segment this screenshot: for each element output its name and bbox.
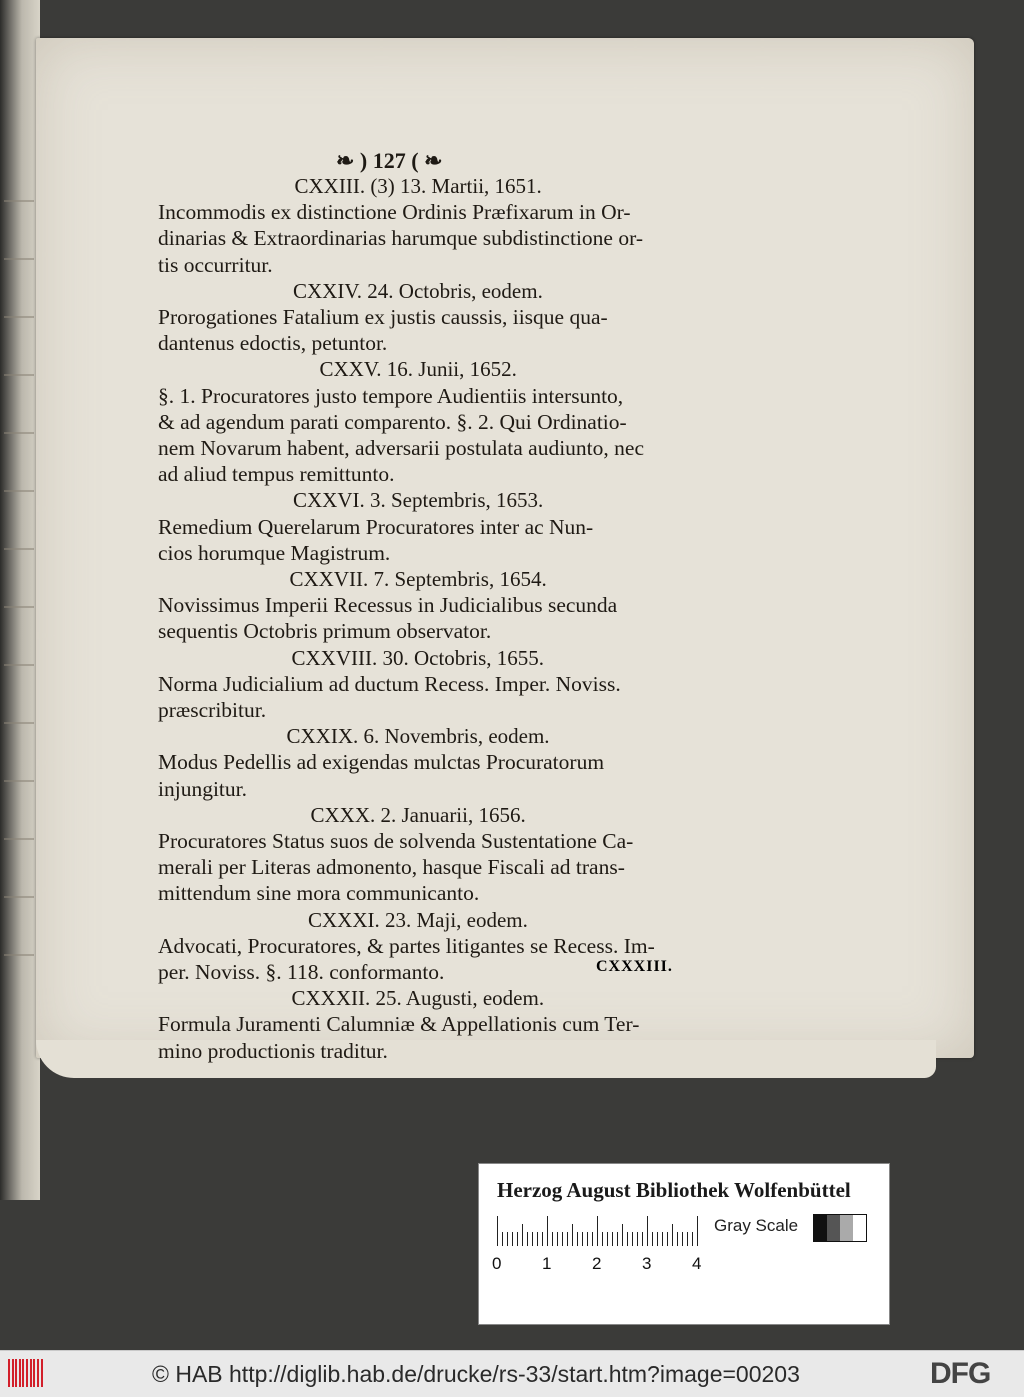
ruler-tick: [547, 1216, 548, 1246]
spine-mark: [4, 896, 34, 898]
ruler-tick: [567, 1232, 568, 1246]
spine-mark: [4, 838, 34, 840]
section-heading: CXXXII. 25. Augusti, eodem.: [291, 986, 545, 1011]
ruler-tick: [532, 1232, 533, 1246]
ruler-tick: [577, 1232, 578, 1246]
text-line: Novissimus Imperii Recessus in Judicialibus secunda: [158, 593, 618, 618]
library-name: Herzog August Bibliothek Wolfenbüttel: [497, 1178, 851, 1202]
ruler-tick: [597, 1216, 598, 1246]
library-color-card: [478, 1163, 890, 1325]
barcode-bar: [30, 1359, 32, 1387]
ruler-tick: [657, 1232, 658, 1246]
ruler-number: 0: [492, 1254, 502, 1273]
ruler-tick: [552, 1232, 553, 1246]
text-line: dinarias & Extraordinarias harumque subdistinctione or-: [158, 226, 643, 251]
text-line: præscribitur.: [158, 698, 267, 722]
barcode-bar: [33, 1359, 35, 1387]
spine-mark: [4, 200, 34, 202]
ruler-tick: [527, 1232, 528, 1246]
barcode-bar: [37, 1359, 39, 1387]
text-line: injungitur.: [158, 776, 247, 801]
ruler-tick: [637, 1232, 638, 1246]
ruler-number: 1: [542, 1254, 552, 1273]
text-line: Formula Juramenti Calumniæ & Appellationis cum Ter-: [158, 1012, 640, 1037]
spine-mark: [4, 780, 34, 782]
ruler-tick: [687, 1232, 688, 1246]
ruler-tick: [592, 1232, 593, 1246]
section-heading: CXXVIII. 30. Octobris, 1655.: [291, 645, 545, 670]
spine-mark: [4, 548, 34, 550]
ruler-tick: [692, 1232, 693, 1246]
spine-mark: [4, 490, 34, 492]
barcode-bar: [12, 1359, 14, 1387]
ruler-tick: [642, 1232, 643, 1246]
gray-scale-label: Gray Scale: [714, 1216, 799, 1235]
barcode-bar: [19, 1359, 21, 1387]
gray-swatch: [840, 1215, 853, 1241]
ruler-tick: [582, 1232, 583, 1246]
text-line: Advocati, Procuratores, & partes litigantes se Recess. Im-: [158, 933, 655, 958]
ruler-scale: [497, 1212, 699, 1246]
barcode-bar: [41, 1359, 43, 1387]
text-line: Procuratores Status suos de solvenda Sustentatione Ca-: [158, 829, 634, 853]
ruler-tick: [617, 1232, 618, 1246]
text-line: & ad agendum parati comparento. §. 2. Qui Ordinatio-: [158, 409, 627, 434]
text-line: Modus Pedellis ad exigendas mulctas Procuratorum: [158, 750, 605, 775]
spine-mark: [4, 258, 34, 260]
ruler-tick: [627, 1232, 628, 1246]
text-line: §. 1. Procuratores justo tempore Audientiis intersunto,: [158, 383, 624, 408]
barcode-bar: [26, 1359, 28, 1387]
ruler-tick: [602, 1232, 603, 1246]
ruler-tick: [497, 1216, 498, 1246]
text-line: cios horumque Magistrum.: [158, 540, 391, 565]
ruler-tick: [697, 1216, 698, 1246]
spine-mark: [4, 954, 34, 956]
text-line: tis occurritur.: [158, 252, 273, 277]
ruler-tick: [542, 1232, 543, 1246]
barcode-bar: [15, 1359, 17, 1387]
section-heading: CXXVI. 3. Septembris, 1653.: [293, 488, 544, 513]
section-heading: CXXVII. 7. Septembris, 1654.: [289, 567, 547, 591]
ruler-tick: [587, 1232, 588, 1246]
barcode-bar: [8, 1359, 10, 1387]
page-number-header: ❧ ) 127 ( ❧: [336, 148, 443, 173]
ruler-tick: [607, 1232, 608, 1246]
ruler-tick: [647, 1216, 648, 1246]
previous-page-edge: [0, 0, 40, 1200]
ruler-tick: [662, 1232, 663, 1246]
spine-mark: [4, 664, 34, 666]
barcode-bar: [22, 1359, 24, 1387]
ruler-tick: [672, 1224, 673, 1246]
ruler-tick: [652, 1232, 653, 1246]
dfg-logo: DFG: [930, 1357, 991, 1390]
ruler-tick: [517, 1232, 518, 1246]
ruler-tick: [667, 1232, 668, 1246]
ruler-tick: [622, 1224, 623, 1246]
text-line: nem Novarum habent, adversarii postulata audiunto, nec: [158, 436, 644, 460]
catchword: CXXXIII.: [596, 958, 673, 975]
text-line: sequentis Octobris primum observator.: [158, 619, 492, 644]
text-line: mino productionis traditur.: [158, 1038, 388, 1063]
gray-scale-swatches: [813, 1214, 867, 1242]
ruler-tick: [632, 1232, 633, 1246]
section-heading: CXXIII. (3) 13. Martii, 1651.: [294, 174, 542, 198]
ruler-tick: [502, 1232, 503, 1246]
ruler-tick: [612, 1232, 613, 1246]
text-line: Remedium Querelarum Procuratores inter ac Nun-: [158, 514, 594, 539]
gray-swatch: [853, 1215, 866, 1241]
ruler-tick: [557, 1232, 558, 1246]
section-heading: CXXIV. 24. Octobris, eodem.: [293, 278, 543, 303]
ruler-number: 3: [642, 1254, 652, 1273]
text-line: per. Noviss. §. 118. conformanto.: [158, 960, 445, 984]
section-heading: CXXX. 2. Januarii, 1656.: [310, 802, 526, 827]
ruler-number: 4: [692, 1254, 702, 1273]
footer-bar: [0, 1350, 1024, 1397]
text-line: ad aliud tempus remittunto.: [158, 462, 395, 487]
spine-mark: [4, 606, 34, 608]
text-line: Incommodis ex distinctione Ordinis Præfixarum in Or-: [158, 200, 631, 225]
ruler-number: 2: [592, 1254, 602, 1273]
ruler-tick: [512, 1232, 513, 1246]
section-heading: CXXIX. 6. Novembris, eodem.: [286, 724, 550, 749]
section-heading: CXXXI. 23. Maji, eodem.: [308, 907, 528, 932]
barcode-icon: [8, 1359, 44, 1387]
spine-mark: [4, 374, 34, 376]
ruler-tick: [682, 1232, 683, 1246]
spine-mark: [4, 722, 34, 724]
text-line: mittendum sine mora communicanto.: [158, 881, 480, 906]
spine-mark: [4, 316, 34, 318]
text-line: dantenus edoctis, petuntor.: [158, 331, 388, 356]
ruler-tick: [507, 1232, 508, 1246]
spine-mark: [4, 432, 34, 434]
ruler-tick: [562, 1232, 563, 1246]
gray-swatch: [827, 1215, 840, 1241]
gray-swatch: [814, 1215, 827, 1241]
text-line: merali per Literas admonento, hasque Fiscali ad trans-: [158, 855, 625, 880]
text-line: Norma Judicialium ad ductum Recess. Imper. Noviss.: [158, 671, 621, 696]
ruler-tick: [537, 1232, 538, 1246]
footer-credit[interactable]: © HAB http://diglib.hab.de/drucke/rs-33/start.htm?image=00203: [152, 1361, 800, 1387]
text-line: Prorogationes Fatalium ex justis caussis, iisque qua-: [158, 305, 608, 329]
ruler-tick: [572, 1224, 573, 1246]
ruler-tick: [522, 1224, 523, 1246]
ruler-tick: [677, 1232, 678, 1246]
section-heading: CXXV. 16. Junii, 1652.: [319, 357, 517, 382]
